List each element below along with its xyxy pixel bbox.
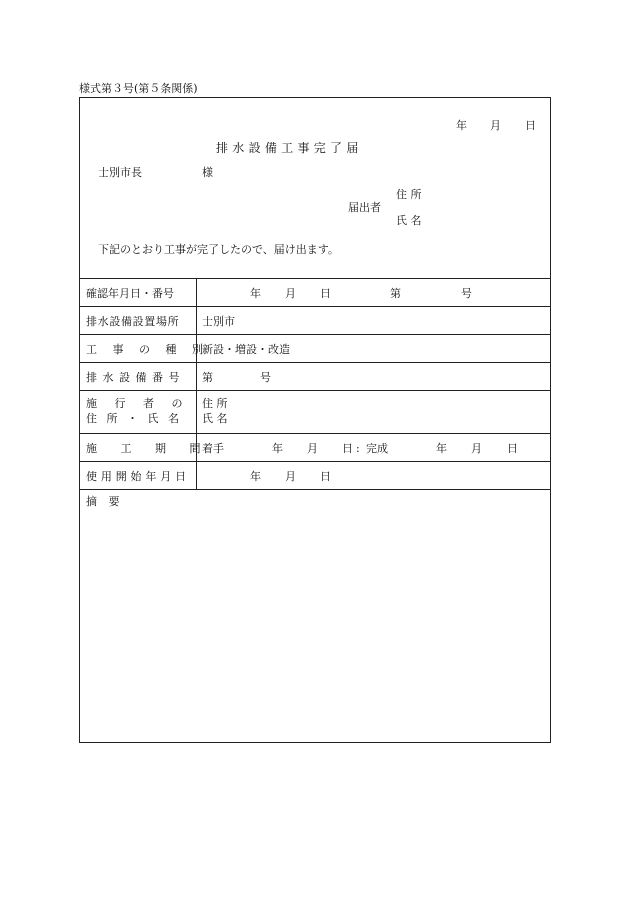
work-type-value: 新設・増設・改造 [202, 343, 290, 356]
contractor-name-label: 氏 名 [202, 412, 228, 425]
row-divider [80, 334, 550, 335]
location-label: 排水設備設置場所 [86, 315, 180, 328]
period-end-month: 月 [471, 442, 482, 455]
addressee: 士別市長 [98, 166, 142, 179]
summary-area[interactable] [80, 490, 550, 742]
period-start-month: 月 [307, 442, 318, 455]
confirmation-no-suffix: 号 [461, 287, 472, 300]
period-separator: : [356, 442, 360, 455]
date-month-label: 月 [490, 119, 501, 132]
row-divider [80, 306, 550, 307]
period-end-day: 日 [507, 442, 518, 455]
confirmation-month: 月 [285, 287, 296, 300]
period-start-year: 年 [272, 442, 283, 455]
row-divider [80, 278, 550, 279]
completion-statement: 下記のとおり工事が完了したので、届け出ます。 [98, 243, 339, 256]
row-divider [80, 461, 550, 462]
facility-number-label: 排 水 設 備 番 号 [86, 371, 180, 384]
row-divider [80, 433, 550, 434]
confirmation-label: 確認年月日・番号 [86, 287, 174, 300]
form-title: 排 水 設 備 工 事 完 了 届 [216, 141, 359, 155]
confirmation-year: 年 [250, 287, 261, 300]
start-use-year: 年 [250, 470, 261, 483]
contractor-address-label: 住 所 [202, 397, 228, 410]
contractor-label-line1: 施 行 者 の [86, 397, 183, 410]
summary-label: 摘 要 [86, 495, 120, 508]
facility-number-suffix: 号 [260, 371, 271, 384]
row-divider [80, 362, 550, 363]
date-year-label: 年 [456, 119, 467, 132]
honorific: 様 [202, 166, 213, 179]
row-divider [80, 390, 550, 391]
period-start-label: 着手 [202, 442, 224, 455]
start-use-month: 月 [285, 470, 296, 483]
contractor-label-line2: 住 所 ・ 氏 名 [86, 412, 179, 425]
submitter-name-label: 氏 名 [396, 214, 422, 227]
period-start-day: 日 [342, 442, 353, 455]
confirmation-day: 日 [320, 287, 331, 300]
confirmation-no-prefix: 第 [390, 287, 401, 300]
notification-form [79, 97, 551, 743]
start-use-label: 使用開始年月日 [86, 470, 190, 483]
form-number: 様式第３号(第５条関係) [79, 82, 198, 95]
period-end-label: 完成 [366, 442, 388, 455]
period-label: 施 工 期 間 [86, 442, 201, 455]
start-use-day: 日 [320, 470, 331, 483]
work-type-label: 工 事 の 種 別 [86, 343, 203, 356]
date-day-label: 日 [525, 119, 536, 132]
submitter-address-label: 住 所 [396, 188, 422, 201]
facility-number-prefix: 第 [202, 371, 213, 384]
column-divider [196, 278, 197, 489]
period-end-year: 年 [436, 442, 447, 455]
submitter-label: 届出者 [348, 201, 381, 214]
location-value: 士別市 [202, 315, 235, 328]
